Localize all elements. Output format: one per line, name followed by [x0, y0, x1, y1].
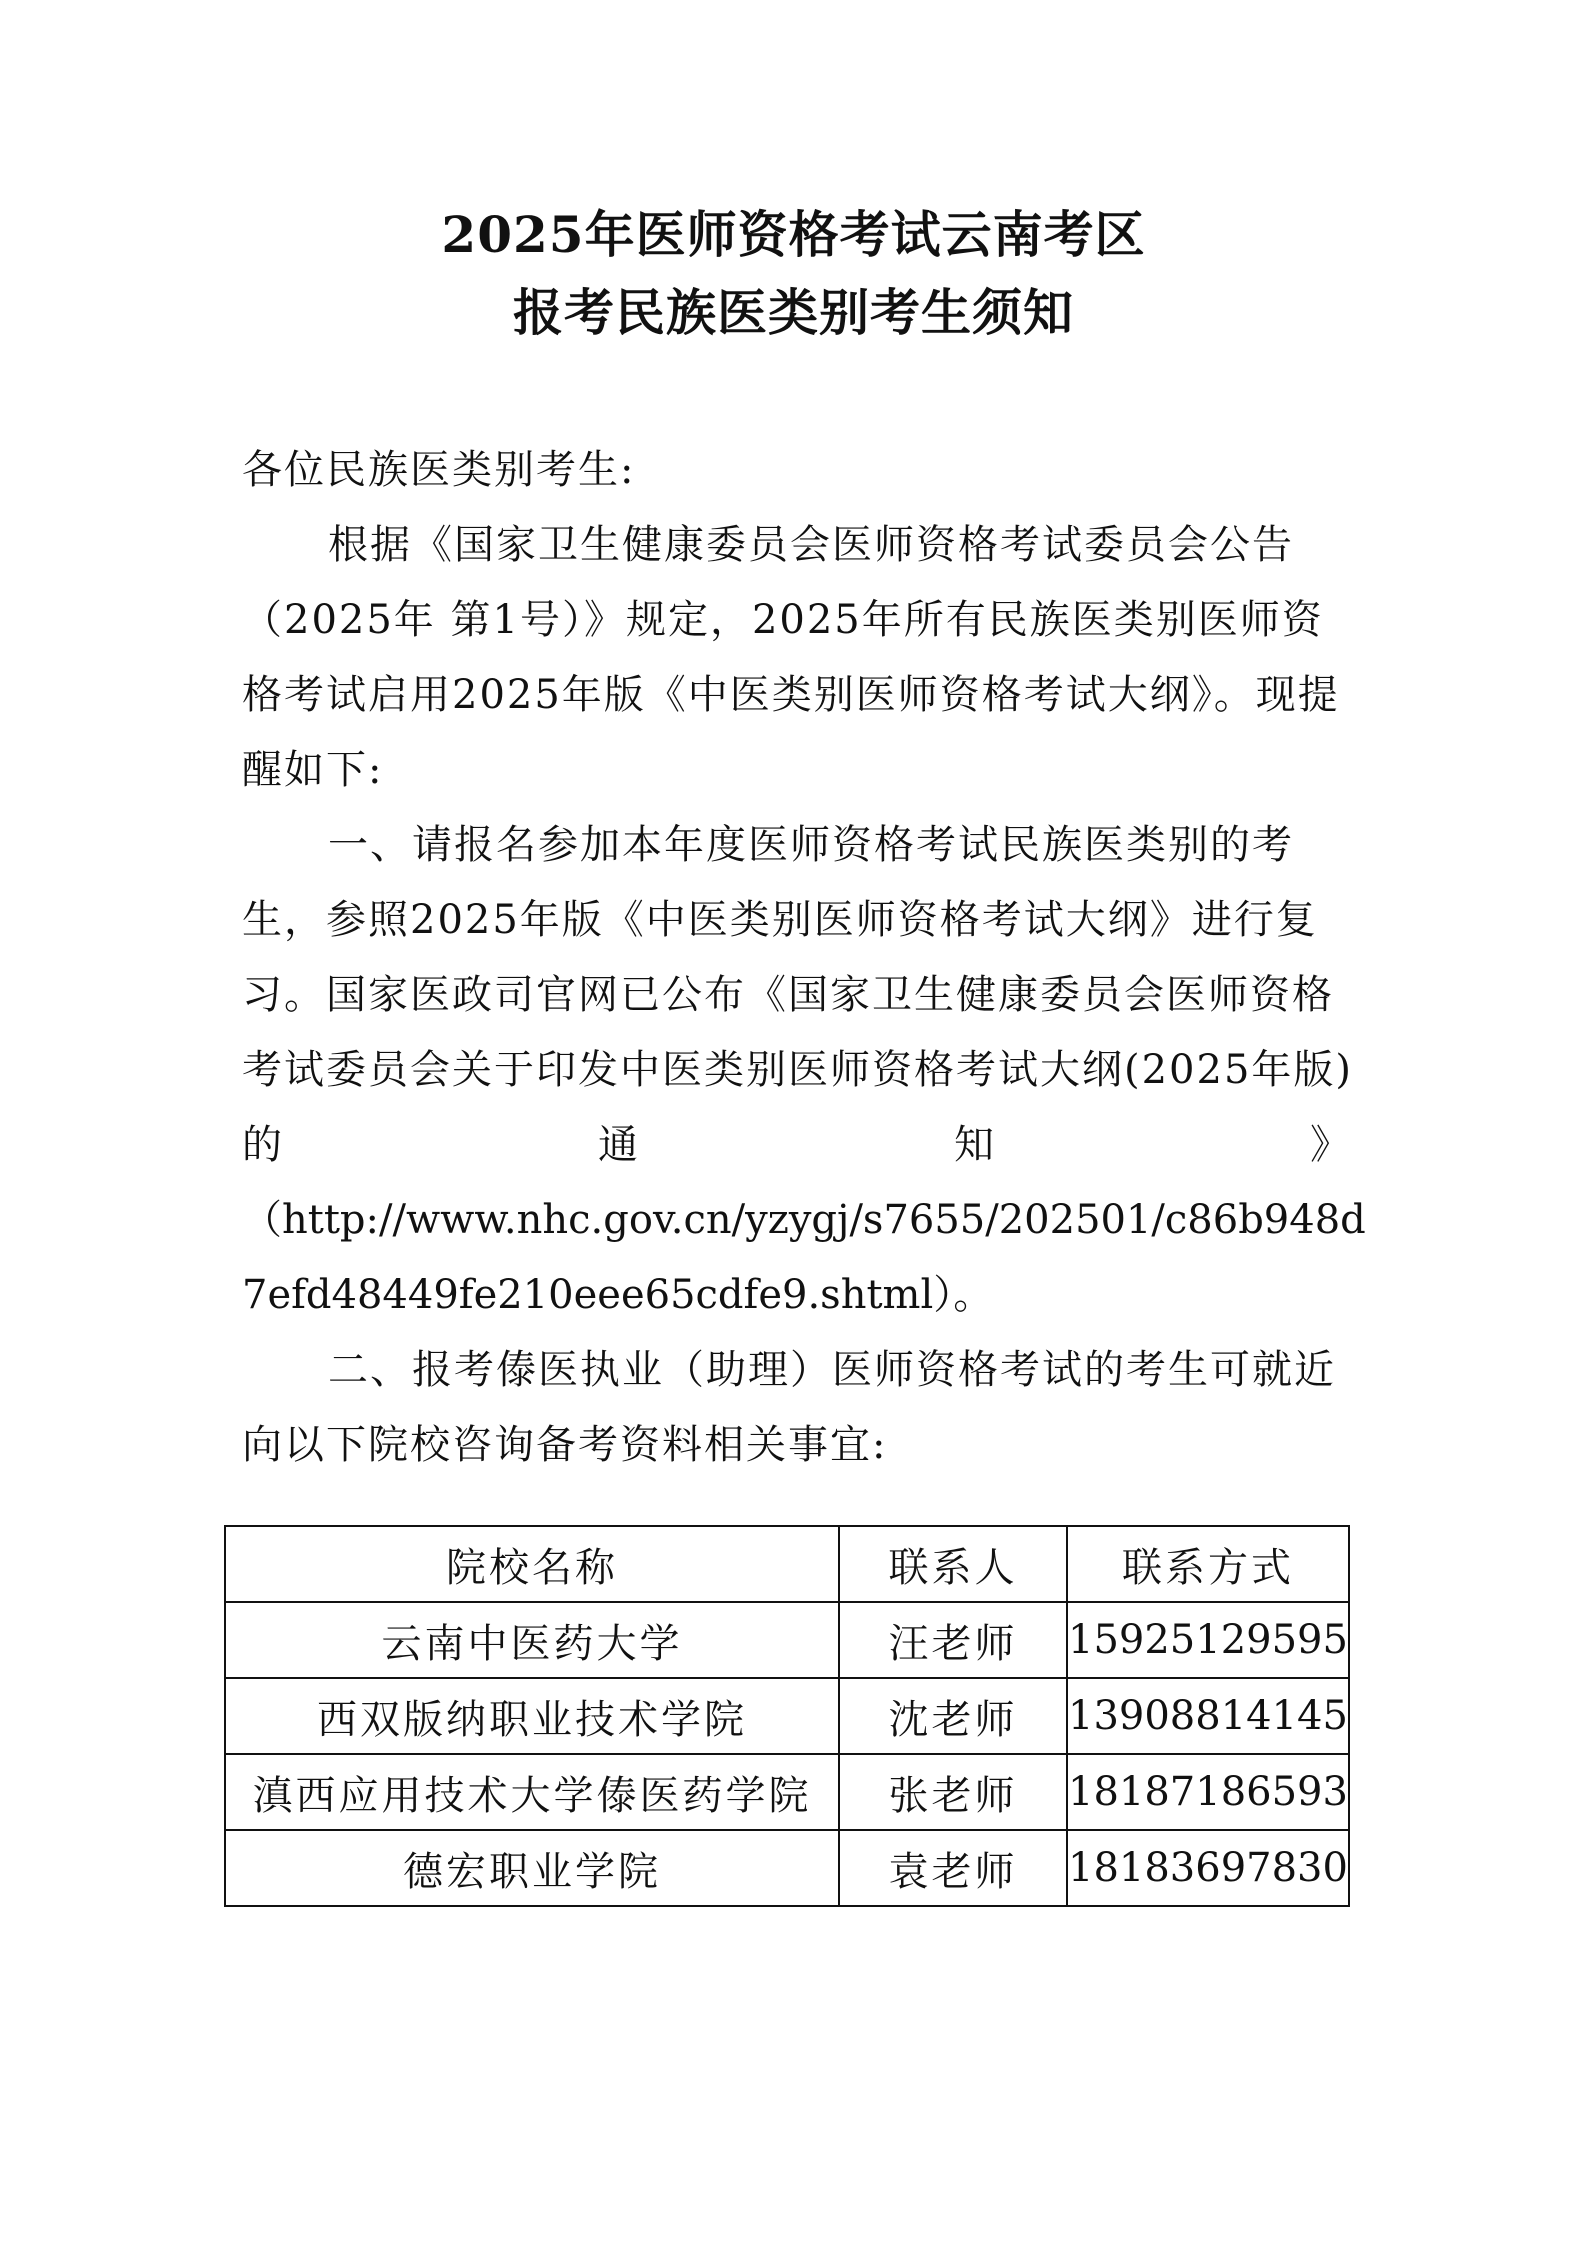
paragraph-1-line-2: （2025年 第1号）》规定，2025年所有民族医类别医师资: [242, 597, 1324, 643]
phone-cell: 18187186593: [1067, 1754, 1349, 1830]
justified-char-4: 》: [1310, 1122, 1352, 1168]
justified-char-1: 的: [242, 1122, 284, 1168]
phone-cell: 13908814145: [1067, 1678, 1349, 1754]
paragraph-2-line-2: 生，参照2025年版《中医类别医师资格考试大纲》进行复: [242, 897, 1318, 943]
justified-char-3: 知: [954, 1122, 996, 1168]
school-name-cell: 德宏职业学院: [225, 1830, 839, 1906]
phone-cell: 15925129595: [1067, 1602, 1349, 1678]
contact-person-cell: 汪老师: [839, 1602, 1067, 1678]
paragraph-2-justified-line: [242, 1120, 1352, 1170]
paragraph-3-line-1: 二、报考傣医执业（助理）医师资格考试的考生可就近: [328, 1347, 1336, 1393]
phone-cell: 18183697830: [1067, 1830, 1349, 1906]
document-title-line-2: 报考民族医类别考生须知: [513, 283, 1074, 342]
header-contact-person: 联系人: [839, 1526, 1067, 1602]
contact-person-cell: 沈老师: [839, 1678, 1067, 1754]
table-row: [225, 1754, 1349, 1830]
paragraph-2-line-3: 习。国家医政司官网已公布《国家卫生健康委员会医师资格: [242, 972, 1334, 1018]
paragraph-3-line-2: 向以下院校咨询备考资料相关事宜:: [242, 1422, 888, 1468]
table-row: [225, 1602, 1349, 1678]
contact-person-cell: 袁老师: [839, 1830, 1067, 1906]
header-contact-method: 联系方式: [1067, 1526, 1349, 1602]
justified-char-2: 通: [598, 1122, 640, 1168]
school-name-cell: 滇西应用技术大学傣医药学院: [225, 1754, 839, 1830]
salutation: 各位民族医类别考生:: [242, 447, 636, 493]
notice-url-line-2: 7efd48449fe210eee65cdfe9.shtml）。: [242, 1272, 994, 1318]
paragraph-2-line-4: 考试委员会关于印发中医类别医师资格考试大纲(2025年版): [242, 1047, 1354, 1093]
document-title-line-1: 2025年医师资格考试云南考区: [441, 205, 1146, 264]
table-row: [225, 1830, 1349, 1906]
header-school-name: 院校名称: [225, 1526, 839, 1602]
notice-url-line-1: （http://www.nhc.gov.cn/yzygj/s7655/202501/c86b948d: [242, 1197, 1366, 1243]
paragraph-1-line-3: 格考试启用2025年版《中医类别医师资格考试大纲》。现提: [242, 672, 1340, 718]
paragraph-1-line-1: 根据《国家卫生健康委员会医师资格考试委员会公告: [328, 522, 1294, 568]
contact-person-cell: 张老师: [839, 1754, 1067, 1830]
school-name-cell: 云南中医药大学: [225, 1602, 839, 1678]
contacts-table: [224, 1525, 1350, 1907]
paragraph-2-line-1: 一、请报名参加本年度医师资格考试民族医类别的考: [328, 822, 1294, 868]
school-name-cell: 西双版纳职业技术学院: [225, 1678, 839, 1754]
table-row: [225, 1678, 1349, 1754]
table-header-row: [225, 1526, 1349, 1602]
paragraph-1-line-4: 醒如下:: [242, 747, 384, 793]
